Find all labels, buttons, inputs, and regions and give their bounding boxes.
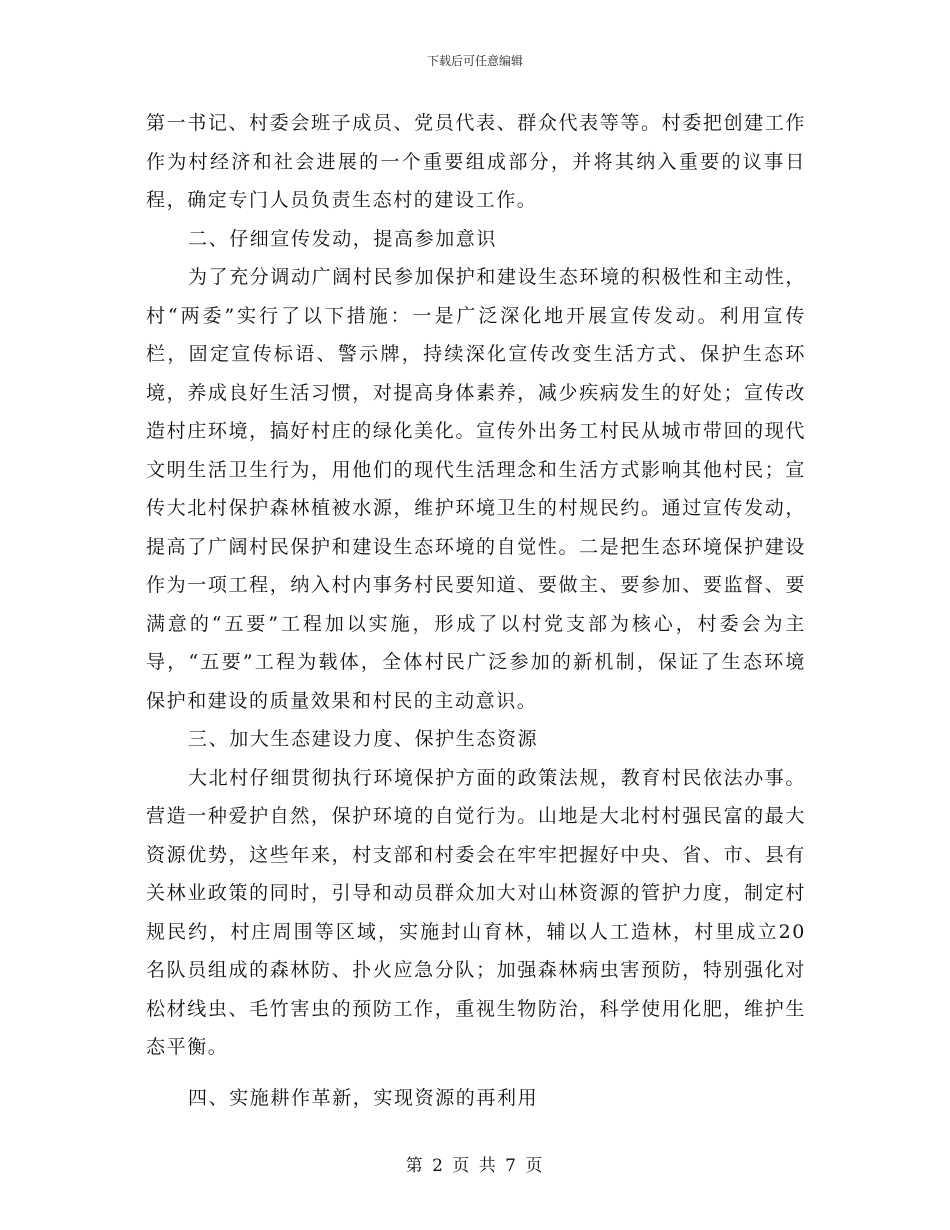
paragraph-1: 第一书记、村委会班子成员、党员代表、群众代表等等。村委把创建工作作为村经济和社会进展的一个重要组成部分，并将其纳入重要的议事日程，确定专门人员负责生态村的建设工作。	[146, 112, 806, 211]
paragraph-2: 为了充分调动广阔村民参加保护和建设生态环境的积极性和主动性，村“两委”实行了以下措施：一是广泛深化地开展宣传发动。利用宣传栏，固定宣传标语、警示牌，持续深化宣传改变生活方式、保护生态环境，养成良好生活习惯，对提高身体素养，减少疾病发生的好处；宣传改造村庄环境，搞好村庄的绿化美化。宣传外出务工村民从城市带回的现代文明生活卫生行为，用他们的现代生活理念和生活方式影响其他村民；宣传大北村保护森林植被水源，维护环境卫生的村规民约。通过宣传发动，提高了广阔村民保护和建设生态环境的自觉性。二是把生态环境保护建设作为一项工程，纳入村内事务村民要知道、要做主、要参加、要监督、要满意的“五要”工程加以实施，形成了以村党支部为核心，村委会为主导，“五要”工程为载体，全体村民广泛参加的新机制，保证了生态环境保护和建设的质量效果和村民的主动意识。	[146, 266, 807, 712]
document-body	[146, 104, 806, 1117]
section-heading-4: 四、实施耕作革新，实现资源的再利用	[188, 1086, 539, 1109]
paragraph-3: 大北村仔细贯彻执行环境保护方面的政策法规，教育村民依法办事。营造一种爱护自然，保护环境的自觉行为。山地是大北村村强民富的最大资源优势，这些年来，村支部和村委会在牢牢把握好中央、省、市、县有关林业政策的同时，引导和动员群众加大对山林资源的管护力度，制定村规民约，村庄周围等区域，实施封山育林，辅以人工造林，村里成立20名队员组成的森林防、扑火应急分队；加强森林病虫害预防，特别强化对松材线虫、毛竹害虫的预防工作，重视生物防治，科学使用化肥，维护生态平衡。	[146, 766, 807, 1058]
page-header-note: 下载后可任意编辑	[426, 54, 523, 68]
section-heading-3: 三、加大生态建设力度、保护生态资源	[188, 728, 539, 750]
page-number-footer: 第 2 页 共 7 页	[405, 1156, 545, 1176]
section-heading-2: 二、仔细宣传发动，提高参加意识	[188, 227, 498, 250]
